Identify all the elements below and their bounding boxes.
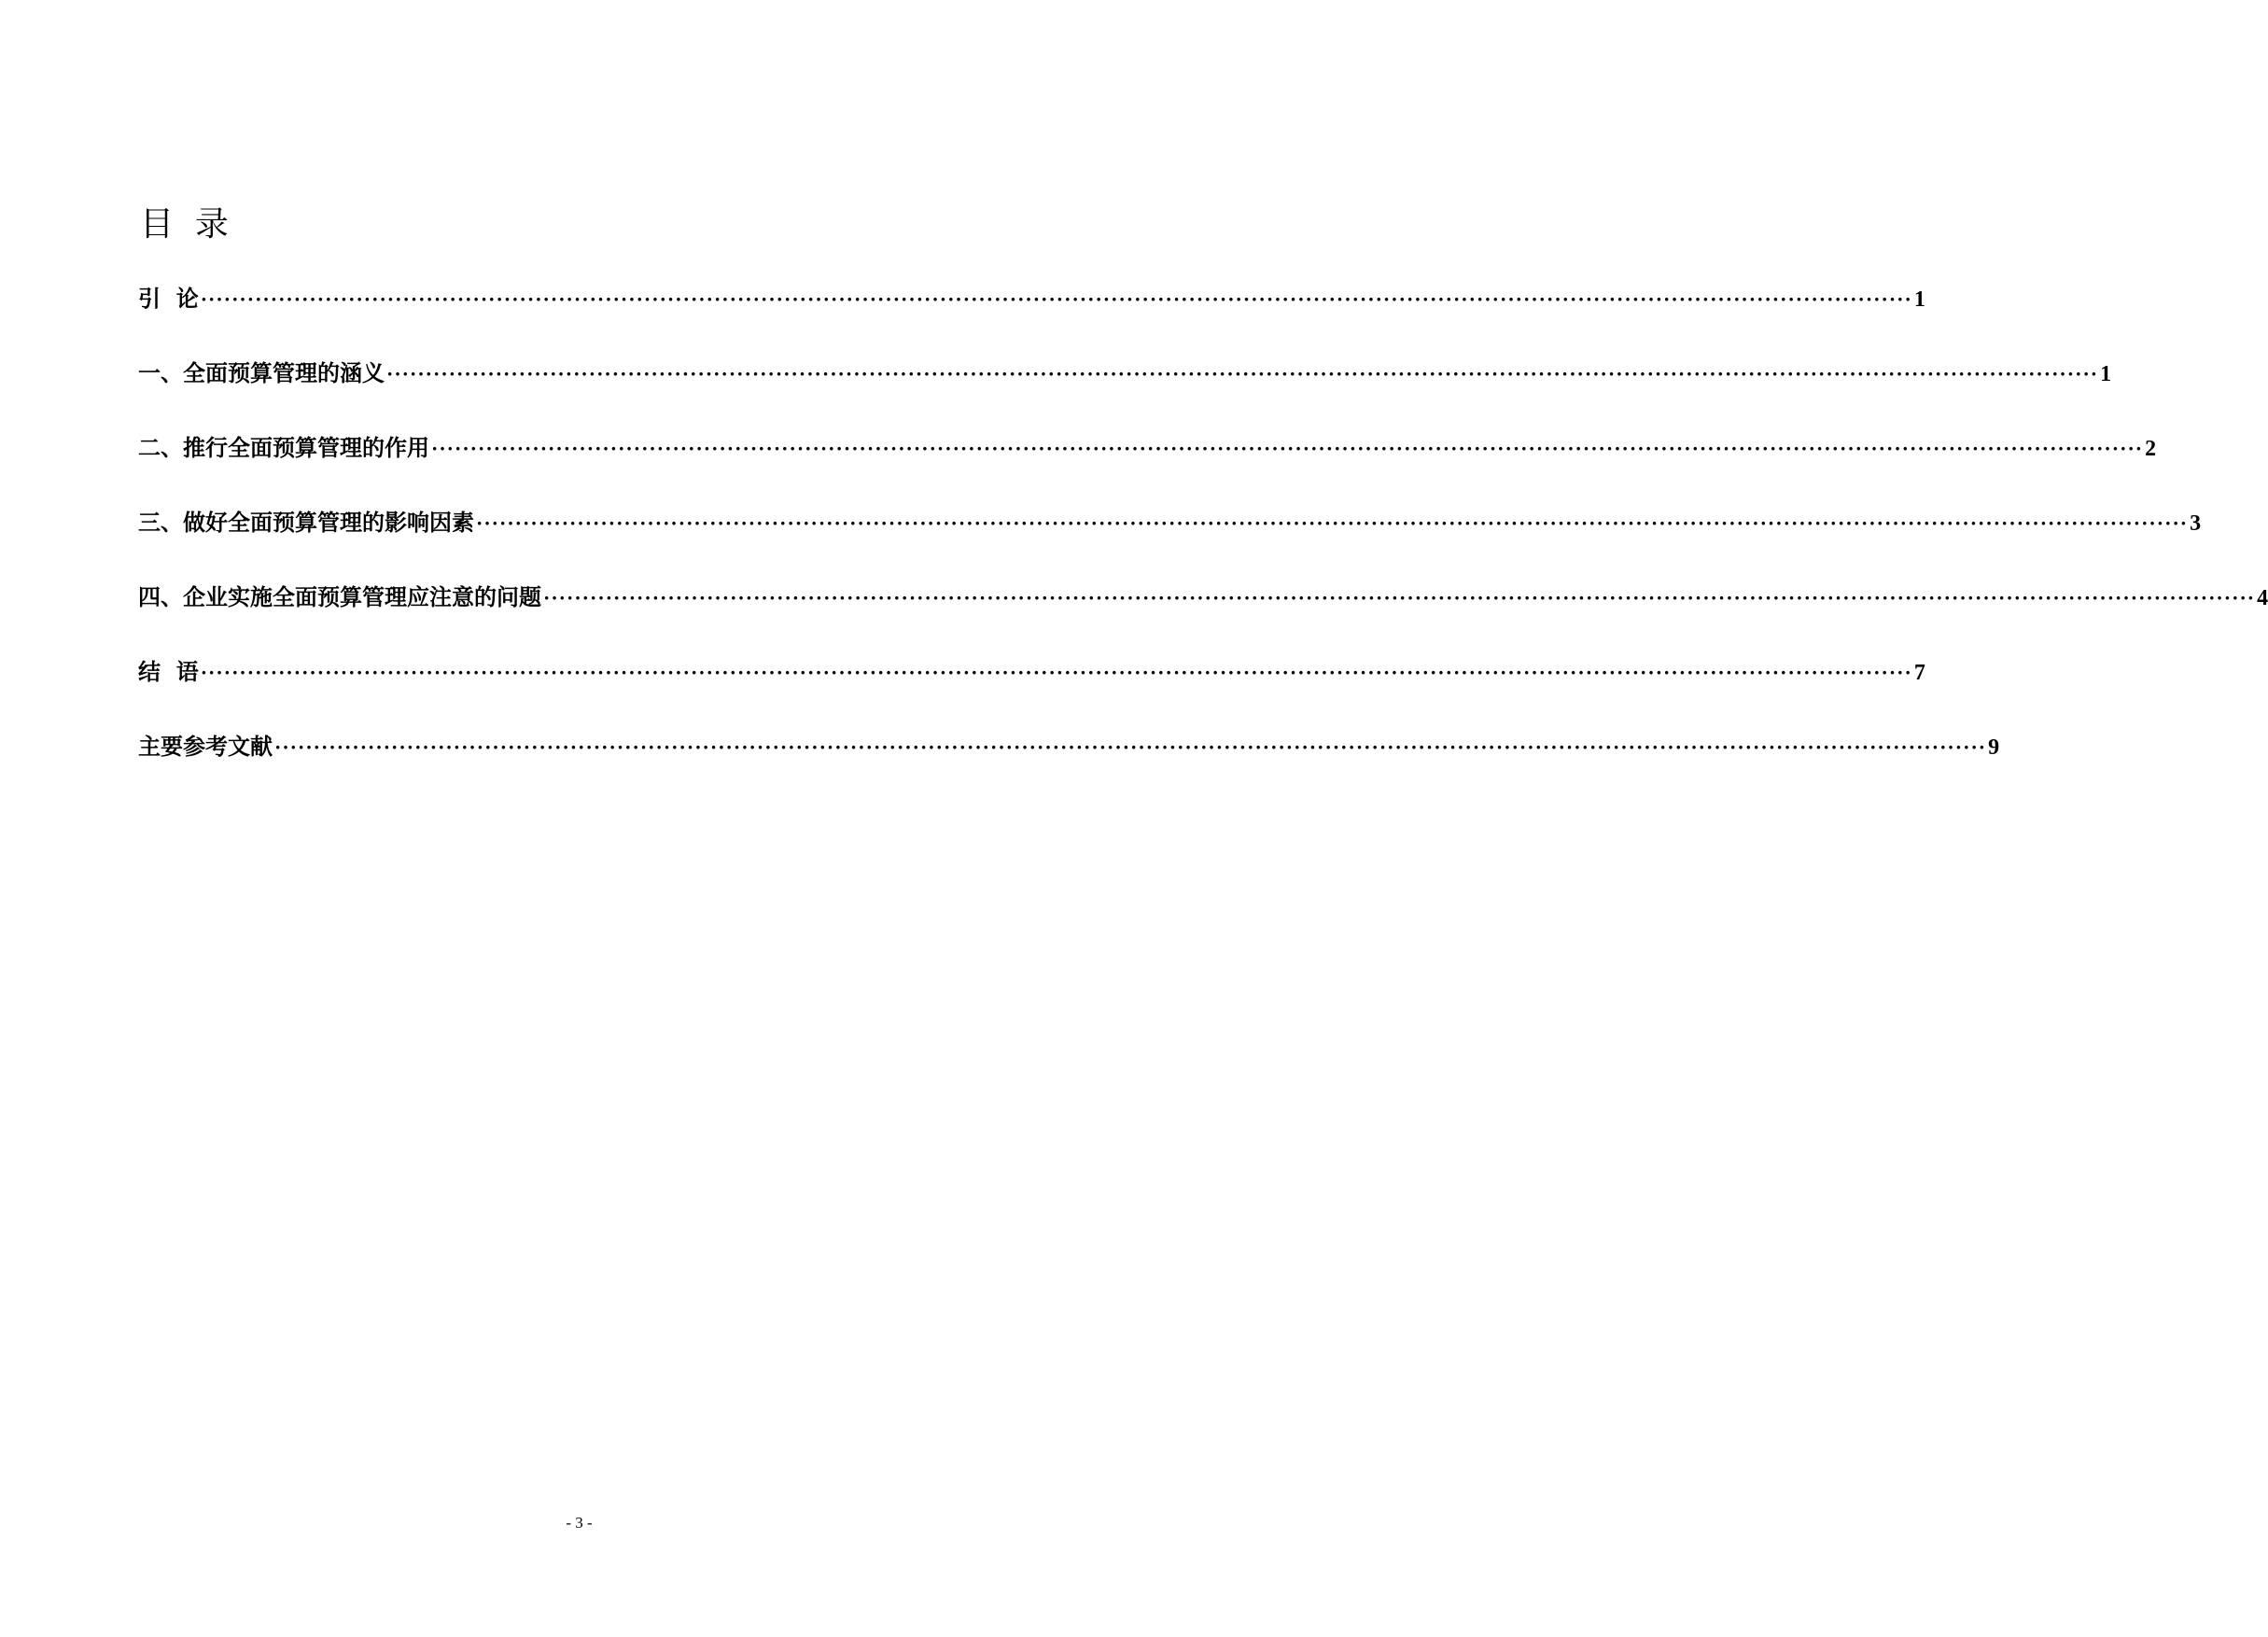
toc-entry-label: 三、做好全面预算管理的影响因素 [138, 510, 474, 536]
toc-leader-dots: ···························································································································································································································· [386, 362, 2099, 385]
toc-entry-section-1[interactable] [138, 355, 2112, 392]
toc-entry-references[interactable] [138, 728, 2000, 765]
toc-leader-dots: ···························································································································································································································· [476, 511, 2189, 535]
toc-entry-page: 9 [1988, 735, 2000, 760]
toc-entry-section-4[interactable] [138, 579, 2268, 616]
toc-entry-page: 2 [2145, 437, 2157, 461]
toc-leader-dots: ···························································································································································································································· [274, 735, 1987, 759]
toc-leader-dots: ···························································································································································································································· [200, 287, 1912, 311]
toc-leader-dots: ···························································································································································································································· [543, 586, 2256, 609]
toc-leader-dots: ···························································································································································································································· [200, 661, 1912, 684]
toc-entry-label: 主要参考文献 [138, 734, 273, 760]
toc-entry-page: 7 [1913, 661, 1925, 685]
toc-title: 目 录 [140, 205, 229, 244]
page-number-footer: - 3 - [566, 1514, 593, 1532]
toc-leader-dots: ···························································································································································································································· [431, 437, 2144, 460]
toc-entry-label: 二、推行全面预算管理的作用 [138, 435, 429, 461]
toc-entry-label: 四、企业实施全面预算管理应注意的问题 [138, 584, 541, 610]
toc-entry-label: 结 语 [138, 659, 199, 685]
toc-entry-conclusion[interactable] [138, 653, 1925, 691]
toc-entry-page: 4 [2257, 586, 2268, 610]
toc-entry-label: 一、全面预算管理的涵义 [138, 360, 385, 386]
toc-entry-introduction[interactable] [138, 280, 1925, 317]
toc-entry-section-3[interactable] [138, 504, 2202, 541]
toc-entry-label: 引 论 [138, 286, 199, 312]
toc-entry-page: 1 [1913, 287, 1925, 312]
toc-entry-page: 1 [2100, 362, 2112, 386]
toc-entry-page: 3 [2190, 511, 2202, 536]
toc-entry-section-2[interactable] [138, 429, 2157, 467]
